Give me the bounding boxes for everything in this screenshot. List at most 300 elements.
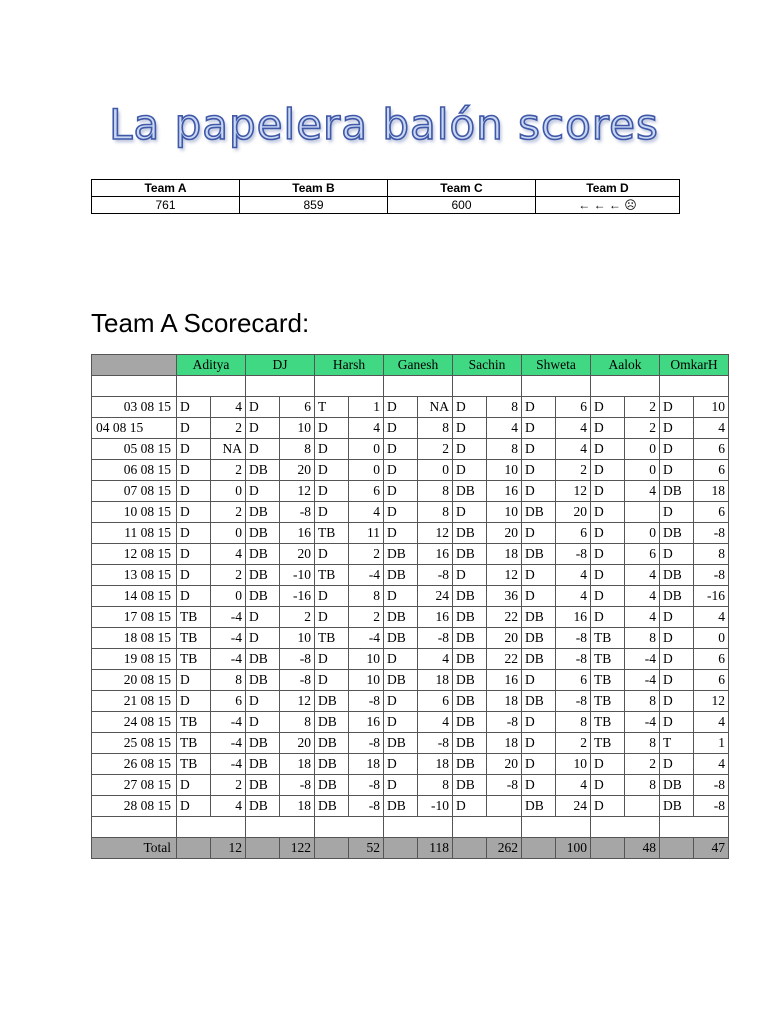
result-code: TB xyxy=(177,607,211,628)
result-code: TB xyxy=(591,712,625,733)
result-code: DB xyxy=(315,775,349,796)
score-value: 2 xyxy=(625,397,660,418)
result-code: DB xyxy=(660,796,694,817)
result-code: D xyxy=(522,712,556,733)
result-code: DB xyxy=(246,670,280,691)
score-value: 0 xyxy=(211,481,246,502)
result-code: D xyxy=(660,754,694,775)
score-value: -16 xyxy=(280,586,315,607)
table-row xyxy=(92,586,729,607)
result-code: DB xyxy=(384,607,418,628)
score-value: 16 xyxy=(487,481,522,502)
row-date: 18 08 15 xyxy=(92,628,177,649)
result-code: D xyxy=(384,397,418,418)
player-name: Aditya xyxy=(177,355,246,376)
score-value: -10 xyxy=(418,796,453,817)
summary-score-row xyxy=(92,197,680,214)
result-code: D xyxy=(660,649,694,670)
result-code: D xyxy=(315,460,349,481)
result-code: D xyxy=(384,481,418,502)
score-value: 8 xyxy=(418,775,453,796)
result-code: DB xyxy=(522,502,556,523)
result-code: TB xyxy=(177,733,211,754)
score-value: -8 xyxy=(280,775,315,796)
team-score: 859 xyxy=(240,197,388,214)
score-value: 6 xyxy=(694,649,729,670)
score-value: 12 xyxy=(418,523,453,544)
score-value: 10 xyxy=(487,502,522,523)
score-value: -4 xyxy=(211,649,246,670)
blank-cell xyxy=(246,838,280,859)
blank-cell xyxy=(246,376,315,397)
score-value: 2 xyxy=(418,439,453,460)
score-value: 8 xyxy=(694,544,729,565)
total-row xyxy=(92,838,729,859)
row-date: 14 08 15 xyxy=(92,586,177,607)
score-value: 18 xyxy=(487,691,522,712)
result-code: D xyxy=(315,439,349,460)
score-value: -8 xyxy=(418,565,453,586)
result-code: TB xyxy=(591,733,625,754)
result-code: DB xyxy=(453,754,487,775)
result-code: DB xyxy=(246,754,280,775)
result-code: DB xyxy=(453,523,487,544)
result-code: D xyxy=(591,418,625,439)
blank-cell xyxy=(660,376,729,397)
blank-cell xyxy=(315,838,349,859)
score-value: 6 xyxy=(694,460,729,481)
result-code: D xyxy=(522,775,556,796)
total-value: 100 xyxy=(556,838,591,859)
score-value: -8 xyxy=(556,649,591,670)
row-date: 03 08 15 xyxy=(92,397,177,418)
result-code: D xyxy=(177,397,211,418)
result-code: D xyxy=(177,544,211,565)
result-code: D xyxy=(522,460,556,481)
result-code: D xyxy=(453,460,487,481)
result-code: D xyxy=(384,691,418,712)
result-code: D xyxy=(315,418,349,439)
blank-cell xyxy=(92,376,177,397)
score-value: 6 xyxy=(280,397,315,418)
total-value: 52 xyxy=(349,838,384,859)
result-code: D xyxy=(315,544,349,565)
result-code: TB xyxy=(177,754,211,775)
result-code: D xyxy=(591,796,625,817)
blank-cell xyxy=(660,838,694,859)
score-value: 4 xyxy=(211,796,246,817)
row-date: 06 08 15 xyxy=(92,460,177,481)
result-code: DB xyxy=(246,796,280,817)
blank-cell xyxy=(522,376,591,397)
score-value: 0 xyxy=(349,460,384,481)
result-code: D xyxy=(660,502,694,523)
score-value: 4 xyxy=(349,418,384,439)
summary-header-row xyxy=(92,180,680,197)
result-code: D xyxy=(522,418,556,439)
score-value: -8 xyxy=(349,796,384,817)
total-value: 48 xyxy=(625,838,660,859)
result-code: D xyxy=(384,460,418,481)
result-code: TB xyxy=(315,565,349,586)
blank-cell xyxy=(92,817,177,838)
result-code: D xyxy=(246,418,280,439)
score-value: 2 xyxy=(556,733,591,754)
result-code: D xyxy=(660,712,694,733)
result-code: D xyxy=(384,775,418,796)
blank-cell xyxy=(591,817,660,838)
result-code: DB xyxy=(315,796,349,817)
row-date: 26 08 15 xyxy=(92,754,177,775)
result-code: T xyxy=(660,733,694,754)
result-code: D xyxy=(384,502,418,523)
score-value: 2 xyxy=(625,754,660,775)
total-value: 47 xyxy=(694,838,729,859)
score-value: -8 xyxy=(280,670,315,691)
result-code: DB xyxy=(453,481,487,502)
team-score: ← ← ← ☹ xyxy=(536,197,680,214)
player-name: DJ xyxy=(246,355,315,376)
result-code: D xyxy=(660,439,694,460)
table-row xyxy=(92,439,729,460)
result-code: D xyxy=(522,523,556,544)
score-value: -8 xyxy=(487,775,522,796)
result-code: D xyxy=(660,544,694,565)
table-row xyxy=(92,523,729,544)
score-value: 20 xyxy=(280,460,315,481)
score-value: 8 xyxy=(487,397,522,418)
player-name: Shweta xyxy=(522,355,591,376)
result-code: D xyxy=(591,544,625,565)
score-value: NA xyxy=(211,439,246,460)
score-value: 0 xyxy=(211,523,246,544)
score-value: 6 xyxy=(694,439,729,460)
result-code: DB xyxy=(453,544,487,565)
player-name: Ganesh xyxy=(384,355,453,376)
result-code: DB xyxy=(384,544,418,565)
score-value: -8 xyxy=(280,649,315,670)
table-row xyxy=(92,796,729,817)
result-code: DB xyxy=(660,565,694,586)
result-code: DB xyxy=(246,733,280,754)
result-code: D xyxy=(315,670,349,691)
score-value: 4 xyxy=(211,397,246,418)
score-value: 0 xyxy=(625,523,660,544)
score-value: 8 xyxy=(625,691,660,712)
table-row xyxy=(92,628,729,649)
result-code: DB xyxy=(246,460,280,481)
result-code: D xyxy=(660,397,694,418)
scorecard-table xyxy=(91,354,729,859)
table-row xyxy=(92,670,729,691)
score-value: 4 xyxy=(556,565,591,586)
result-code: D xyxy=(453,565,487,586)
score-value: 6 xyxy=(349,481,384,502)
row-date: 19 08 15 xyxy=(92,649,177,670)
result-code: DB xyxy=(384,733,418,754)
blank-cell xyxy=(591,376,660,397)
table-row xyxy=(92,460,729,481)
score-value: 4 xyxy=(694,607,729,628)
row-date: 13 08 15 xyxy=(92,565,177,586)
result-code: DB xyxy=(522,544,556,565)
row-date: 17 08 15 xyxy=(92,607,177,628)
score-value xyxy=(625,796,660,817)
score-value: 6 xyxy=(556,397,591,418)
table-row xyxy=(92,544,729,565)
team-name: Team C xyxy=(388,180,536,197)
score-value: -8 xyxy=(418,628,453,649)
result-code: D xyxy=(453,418,487,439)
result-code: D xyxy=(246,397,280,418)
table-row xyxy=(92,481,729,502)
blank-cell xyxy=(453,838,487,859)
score-value: -4 xyxy=(211,712,246,733)
score-value: 22 xyxy=(487,607,522,628)
result-code: DB xyxy=(453,733,487,754)
scorecard-header-row xyxy=(92,355,729,376)
score-value: 8 xyxy=(625,733,660,754)
result-code: D xyxy=(177,502,211,523)
score-value: 10 xyxy=(694,397,729,418)
player-name: Harsh xyxy=(315,355,384,376)
score-value: -4 xyxy=(211,733,246,754)
score-value: -4 xyxy=(625,670,660,691)
result-code: D xyxy=(315,607,349,628)
blank-cell xyxy=(177,817,246,838)
player-name: OmkarH xyxy=(660,355,729,376)
blank-cell xyxy=(177,376,246,397)
score-value: 18 xyxy=(487,733,522,754)
result-code: D xyxy=(591,775,625,796)
score-value: 8 xyxy=(418,418,453,439)
result-code: DB xyxy=(453,775,487,796)
total-value: 262 xyxy=(487,838,522,859)
result-code: D xyxy=(660,418,694,439)
score-value: -8 xyxy=(694,523,729,544)
result-code: DB xyxy=(315,712,349,733)
score-value: 20 xyxy=(487,754,522,775)
result-code: DB xyxy=(453,586,487,607)
result-code: D xyxy=(453,796,487,817)
blank-cell xyxy=(246,817,315,838)
result-code: D xyxy=(177,586,211,607)
score-value xyxy=(487,796,522,817)
row-date: 25 08 15 xyxy=(92,733,177,754)
result-code: DB xyxy=(522,628,556,649)
result-code: D xyxy=(591,523,625,544)
score-value: 36 xyxy=(487,586,522,607)
score-value: 18 xyxy=(280,796,315,817)
result-code: D xyxy=(660,607,694,628)
result-code: D xyxy=(591,460,625,481)
result-code: D xyxy=(246,691,280,712)
score-value: 4 xyxy=(556,418,591,439)
result-code: D xyxy=(453,397,487,418)
result-code: DB xyxy=(246,649,280,670)
blank-cell xyxy=(315,817,384,838)
score-value: 18 xyxy=(694,481,729,502)
score-value: -4 xyxy=(625,649,660,670)
score-value: 16 xyxy=(487,670,522,691)
score-value: 10 xyxy=(556,754,591,775)
score-value: 20 xyxy=(280,544,315,565)
score-value: 4 xyxy=(694,418,729,439)
score-value: 0 xyxy=(211,586,246,607)
score-value: 8 xyxy=(211,670,246,691)
page-title: La papelera balón scores xyxy=(109,100,659,149)
score-value: -4 xyxy=(211,628,246,649)
score-value: 4 xyxy=(556,775,591,796)
score-value: 2 xyxy=(625,418,660,439)
result-code: D xyxy=(384,712,418,733)
score-value: 16 xyxy=(418,607,453,628)
score-value: 4 xyxy=(694,712,729,733)
result-code: TB xyxy=(315,628,349,649)
table-row xyxy=(92,649,729,670)
result-code: D xyxy=(453,502,487,523)
result-code: D xyxy=(591,481,625,502)
score-value: 18 xyxy=(280,754,315,775)
score-value: 16 xyxy=(280,523,315,544)
score-value: -4 xyxy=(625,712,660,733)
score-value: 8 xyxy=(280,439,315,460)
score-value: 18 xyxy=(418,754,453,775)
score-value: 4 xyxy=(625,607,660,628)
blank-cell xyxy=(384,376,453,397)
score-value: 16 xyxy=(556,607,591,628)
score-value: 2 xyxy=(280,607,315,628)
score-value: 4 xyxy=(625,565,660,586)
score-value: -16 xyxy=(694,586,729,607)
score-value: -8 xyxy=(349,775,384,796)
score-value: -8 xyxy=(556,544,591,565)
score-value: -4 xyxy=(211,607,246,628)
score-value: 20 xyxy=(280,733,315,754)
score-value: 0 xyxy=(349,439,384,460)
score-value: 18 xyxy=(487,544,522,565)
total-value: 12 xyxy=(211,838,246,859)
result-code: DB xyxy=(246,502,280,523)
row-date: 05 08 15 xyxy=(92,439,177,460)
blank-cell xyxy=(591,838,625,859)
player-name: Aalok xyxy=(591,355,660,376)
result-code: DB xyxy=(453,607,487,628)
blank-cell xyxy=(522,817,591,838)
score-value: 2 xyxy=(349,544,384,565)
score-value: 1 xyxy=(349,397,384,418)
result-code: D xyxy=(177,460,211,481)
total-value: 118 xyxy=(418,838,453,859)
result-code: DB xyxy=(246,544,280,565)
score-value: 2 xyxy=(211,775,246,796)
row-date: 28 08 15 xyxy=(92,796,177,817)
score-value: 6 xyxy=(694,670,729,691)
score-value: 8 xyxy=(625,628,660,649)
team-score: 600 xyxy=(388,197,536,214)
score-value: 16 xyxy=(349,712,384,733)
result-code: D xyxy=(522,754,556,775)
team-name: Team A xyxy=(92,180,240,197)
blank-row xyxy=(92,376,729,397)
score-value: 10 xyxy=(280,628,315,649)
result-code: D xyxy=(522,565,556,586)
score-value: 8 xyxy=(418,481,453,502)
result-code: DB xyxy=(660,523,694,544)
row-date: 24 08 15 xyxy=(92,712,177,733)
result-code: DB xyxy=(660,586,694,607)
result-code: DB xyxy=(315,691,349,712)
result-code: DB xyxy=(384,796,418,817)
result-code: DB xyxy=(246,565,280,586)
result-code: DB xyxy=(246,586,280,607)
score-value: -8 xyxy=(487,712,522,733)
score-value: 8 xyxy=(349,586,384,607)
score-value: -8 xyxy=(556,691,591,712)
result-code: TB xyxy=(177,628,211,649)
score-value: 10 xyxy=(349,670,384,691)
score-value: 4 xyxy=(487,418,522,439)
result-code: D xyxy=(522,586,556,607)
scorecard-heading: Team A Scorecard: xyxy=(91,308,310,338)
score-value: 4 xyxy=(556,586,591,607)
score-value: 8 xyxy=(556,712,591,733)
result-code: D xyxy=(660,691,694,712)
score-value: 2 xyxy=(211,502,246,523)
result-code: DB xyxy=(660,481,694,502)
score-value: 4 xyxy=(418,712,453,733)
score-value: 8 xyxy=(418,502,453,523)
result-code: DB xyxy=(522,607,556,628)
row-date: 12 08 15 xyxy=(92,544,177,565)
score-value: -8 xyxy=(694,565,729,586)
result-code: D xyxy=(246,481,280,502)
blank-cell xyxy=(453,376,522,397)
row-date: 27 08 15 xyxy=(92,775,177,796)
score-value: -4 xyxy=(211,754,246,775)
result-code: TB xyxy=(177,712,211,733)
result-code: D xyxy=(177,523,211,544)
result-code: D xyxy=(660,460,694,481)
score-value: 12 xyxy=(280,481,315,502)
result-code: D xyxy=(384,523,418,544)
blank-cell xyxy=(660,817,729,838)
result-code: DB xyxy=(315,733,349,754)
result-code: D xyxy=(591,586,625,607)
score-value: 12 xyxy=(694,691,729,712)
score-value: 4 xyxy=(694,754,729,775)
team-score: 761 xyxy=(92,197,240,214)
result-code: DB xyxy=(384,670,418,691)
score-value: 6 xyxy=(556,670,591,691)
score-value: 20 xyxy=(487,523,522,544)
score-value: 0 xyxy=(625,439,660,460)
score-value: 22 xyxy=(487,649,522,670)
score-value: 18 xyxy=(349,754,384,775)
result-code: D xyxy=(591,754,625,775)
score-value: -4 xyxy=(349,628,384,649)
result-code: D xyxy=(246,712,280,733)
table-row xyxy=(92,775,729,796)
result-code: TB xyxy=(591,649,625,670)
blank-cell xyxy=(177,838,211,859)
score-value: 12 xyxy=(280,691,315,712)
score-value: 12 xyxy=(487,565,522,586)
score-value: -4 xyxy=(349,565,384,586)
result-code: D xyxy=(315,649,349,670)
result-code: D xyxy=(522,481,556,502)
result-code: DB xyxy=(453,691,487,712)
